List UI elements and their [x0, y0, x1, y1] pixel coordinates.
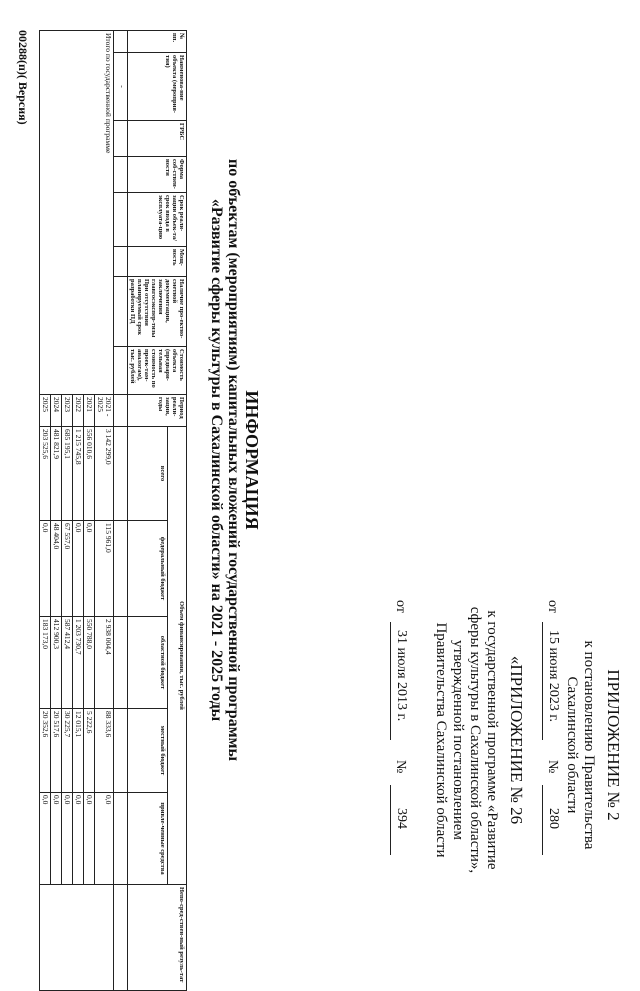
- header-total: всего: [128, 427, 168, 521]
- heading-line3: «Развитие сферы культуры в Сахалинской области» на 2021 - 2025 годы: [208, 198, 225, 722]
- total-cell: 685 195,1: [62, 427, 73, 521]
- local-cell: 88 333,6: [95, 709, 114, 793]
- appendix-26-number: 394: [394, 808, 409, 829]
- federal-cell: 115 961,0: [95, 521, 114, 617]
- header-form: Форма соб-ствен-ности: [128, 157, 187, 193]
- federal-cell: 0,0: [73, 521, 84, 617]
- appendix-2-line2: Сахалинской области: [564, 676, 580, 814]
- appendix-2-from: от: [545, 600, 560, 613]
- total-cell: 481 821,9: [51, 427, 62, 521]
- regional-cell: 587 412,4: [62, 617, 73, 709]
- table-header-row-1: [168, 31, 187, 991]
- header-power: Мощ-ность: [128, 247, 187, 277]
- table-row: [114, 31, 128, 991]
- appendix-2-date-underline: [542, 622, 543, 740]
- appendix-2-line1: к постановлению Правительства: [581, 640, 597, 850]
- header-num: № пп.: [128, 31, 187, 53]
- document-heading: [208, 40, 262, 880]
- heading-line1: ИНФОРМАЦИЯ: [242, 390, 262, 530]
- heading-line2: по объектам (мероприятиям) капитальных вложений государственной программы: [225, 159, 242, 761]
- attracted-cell: 0,0: [95, 793, 114, 885]
- period-cell: 2023: [62, 395, 73, 427]
- appendix-26-no-label: №: [393, 760, 408, 774]
- attracted-cell: 0,0: [73, 793, 84, 885]
- header-docs: Наличие про-ектно-сметной документации, заключения главгосэкспер-тизы При отсутствии планируемый срок разработки ПД: [128, 277, 187, 347]
- header-federal: федеральный бюджет: [128, 521, 168, 617]
- attracted-cell: 0,0: [84, 793, 95, 885]
- header-period: Период реали-зации, годы: [128, 395, 187, 427]
- appendix-2-title: ПРИЛОЖЕНИЕ № 2: [604, 669, 623, 821]
- local-cell: 5 222,6: [84, 709, 95, 793]
- regional-cell: 183 173,0: [40, 617, 51, 709]
- federal-cell: 67 557,0: [62, 521, 73, 617]
- federal-cell: 0,0: [84, 521, 95, 617]
- local-cell: 30 225,7: [62, 709, 73, 793]
- regional-cell: 550 788,0: [84, 617, 95, 709]
- appendix-26-block: [432, 590, 525, 890]
- header-attracted: привле-ченные средства: [128, 793, 168, 885]
- appendix-2-date: 15 июня 2023 г.: [546, 630, 561, 723]
- appendix-2-block: [563, 600, 622, 890]
- regional-cell: 1 203 730,7: [73, 617, 84, 709]
- total-cell: 556 010,6: [84, 427, 95, 521]
- period-cell: 2024: [51, 395, 62, 427]
- header-local: местный бюджет: [128, 709, 168, 793]
- period-cell: 2021 - 2025: [95, 395, 114, 427]
- appendix-26-number-underline: [390, 785, 391, 855]
- version-footer: 00288(п)( Версия): [16, 30, 30, 125]
- appendix-26-title: «ПРИЛОЖЕНИЕ № 26: [507, 655, 526, 825]
- appendix-26-line4: Правительства Сахалинской области: [433, 622, 449, 858]
- total-cell: 3 142 299,0: [95, 427, 114, 521]
- header-grbs: ГРБС: [128, 121, 187, 157]
- federal-cell: 48 404,0: [51, 521, 62, 617]
- appendix-2-number-underline: [542, 785, 543, 855]
- period-cell: 2025: [40, 395, 51, 427]
- period-cell: 2021: [84, 395, 95, 427]
- header-result: Непо-сред-ствен-ный резуль-тат: [128, 885, 187, 991]
- total-cell: 203 525,6: [40, 427, 51, 521]
- attracted-cell: 0,0: [40, 793, 51, 885]
- local-cell: 12 015,1: [73, 709, 84, 793]
- header-term: Срок реали-зации объек-та/срок ввода в эксплуата-цию: [128, 193, 187, 247]
- appendix-26-line2: сферы культуры в Сахалинской области»,: [467, 606, 483, 874]
- attracted-cell: 0,0: [51, 793, 62, 885]
- appendix-26-date: 31 июля 2013 г.: [394, 630, 409, 722]
- regional-cell: 2 938 004,4: [95, 617, 114, 709]
- header-funding: Объем финансирования, тыс. рублей: [168, 427, 187, 885]
- local-cell: 20 517,6: [51, 709, 62, 793]
- appendix-2-number: 280: [546, 808, 561, 829]
- header-regional: областной бюджет: [128, 617, 168, 709]
- dash-cell: -: [114, 53, 128, 121]
- appendix-2-no-label: №: [545, 760, 560, 774]
- attracted-cell: 0,0: [62, 793, 73, 885]
- total-label: Итого по государственной программе: [40, 31, 114, 395]
- federal-cell: 0,0: [40, 521, 51, 617]
- appendix-26-line3: утвержденной постановлением: [450, 640, 466, 840]
- appendix-26-date-underline: [390, 622, 391, 740]
- investment-table: [39, 30, 187, 991]
- appendix-26-from: от: [393, 600, 408, 613]
- local-cell: 20 352,6: [40, 709, 51, 793]
- appendix-26-line1: к государственной программе «Развитие: [484, 610, 500, 870]
- header-name: Наименова-ние объекта (мероприя-тия): [128, 53, 187, 121]
- header-cost: Стоимость объекта (предвари-тельная стоимость по проек-там-аналогам), тыс. рублей: [128, 347, 187, 395]
- total-cell: 1 215 745,8: [73, 427, 84, 521]
- period-cell: 2022: [73, 395, 84, 427]
- regional-cell: 412 900,3: [51, 617, 62, 709]
- table-row: [95, 31, 114, 991]
